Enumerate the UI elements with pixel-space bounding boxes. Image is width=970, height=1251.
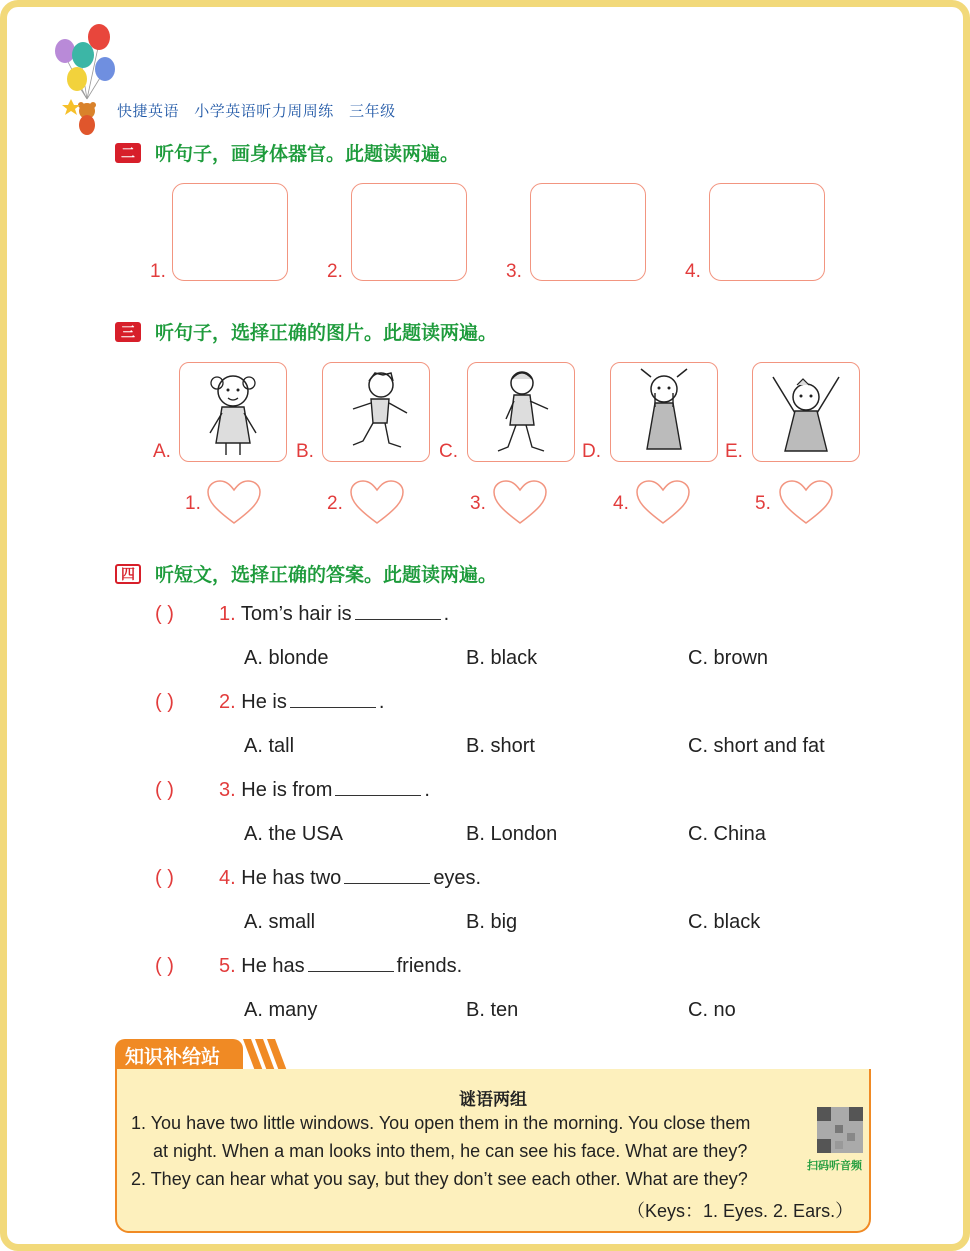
picture-label-a: A.	[153, 441, 171, 462]
question-text-end: friends.	[396, 955, 463, 977]
answer-heart-2[interactable]	[348, 479, 406, 527]
qr-caption: 扫码听音频	[807, 1159, 862, 1172]
girl-waving-arms-icon	[753, 363, 859, 461]
picture-e	[752, 362, 860, 462]
riddle-1-line-1: 1. You have two little windows. You open them in the morning. You close them	[131, 1113, 751, 1133]
girl-touching-face-icon	[611, 363, 717, 461]
answer-heart-1[interactable]	[205, 479, 263, 527]
answer-label: 1.	[185, 493, 201, 514]
question-row	[155, 955, 462, 978]
question-text-end: .	[443, 603, 450, 625]
picture-b	[322, 362, 430, 462]
draw-box-2[interactable]	[351, 183, 467, 281]
section-2-title: 听句子，画身体器官。此题读两遍。	[155, 143, 460, 165]
question-number: 1.	[219, 603, 236, 625]
option-a[interactable]: A. the USA	[244, 823, 343, 845]
answer-paren[interactable]: ( )	[155, 603, 174, 625]
question-number: 2.	[219, 691, 236, 713]
section-2-number: 二	[115, 143, 141, 163]
draw-box-1[interactable]	[172, 183, 288, 281]
picture-label-e: E.	[725, 441, 743, 462]
option-c[interactable]: C. black	[688, 911, 761, 933]
draw-item-label: 1.	[150, 261, 166, 282]
section-4-number: 四	[115, 564, 141, 584]
question-number: 5.	[219, 955, 236, 977]
question-row	[155, 603, 449, 626]
picture-label-d: D.	[582, 441, 601, 462]
answer-paren[interactable]: ( )	[155, 867, 174, 889]
section-3-number: 三	[115, 322, 141, 342]
question-number: 3.	[219, 779, 236, 801]
section-4-heading	[115, 560, 497, 587]
draw-box-4[interactable]	[709, 183, 825, 281]
answer-paren[interactable]: ( )	[155, 779, 174, 801]
option-a[interactable]: A. blonde	[244, 647, 329, 669]
option-b[interactable]: B. black	[466, 647, 538, 669]
knowledge-box	[115, 1069, 871, 1233]
section-2-heading	[115, 139, 459, 166]
option-b[interactable]: B. London	[466, 823, 558, 845]
answer-blank[interactable]	[290, 691, 376, 708]
option-a[interactable]: A. tall	[244, 735, 295, 757]
question-text-end: .	[378, 691, 385, 713]
picture-a	[179, 362, 287, 462]
draw-item-label: 4.	[685, 261, 701, 282]
draw-item-label: 2.	[327, 261, 343, 282]
section-3-title: 听句子，选择正确的图片。此题读两遍。	[155, 322, 498, 344]
question-text: He is	[241, 691, 287, 713]
section-4-title: 听短文，选择正确的答案。此题读两遍。	[155, 564, 498, 586]
girl-pointing-nose-icon	[180, 363, 286, 461]
question-text: He has	[241, 955, 305, 977]
answer-paren[interactable]: ( )	[155, 691, 174, 713]
answer-heart-3[interactable]	[491, 479, 549, 527]
option-c[interactable]: C. no	[688, 999, 736, 1021]
question-text-end: eyes.	[433, 867, 482, 889]
answer-label: 4.	[613, 493, 629, 514]
draw-box-3[interactable]	[530, 183, 646, 281]
tab-stripes-icon	[243, 1039, 287, 1071]
question-row	[155, 867, 481, 890]
answer-label: 5.	[755, 493, 771, 514]
question-text: Tom’s hair is	[240, 603, 352, 625]
draw-item-label: 3.	[506, 261, 522, 282]
option-b[interactable]: B. big	[466, 911, 518, 933]
riddle-keys: （Keys：1. Eyes. 2. Ears.）	[627, 1201, 854, 1221]
girl-walking-icon	[468, 363, 574, 461]
answer-paren[interactable]: ( )	[155, 955, 174, 977]
answer-label: 2.	[327, 493, 343, 514]
option-c[interactable]: C. brown	[688, 647, 769, 669]
picture-d	[610, 362, 718, 462]
answer-heart-5[interactable]	[777, 479, 835, 527]
option-b[interactable]: B. short	[466, 735, 535, 757]
picture-c	[467, 362, 575, 462]
section-3-heading	[115, 318, 497, 345]
riddles-title: 谜语两组	[459, 1090, 527, 1110]
grade-name: 三年级	[349, 102, 396, 120]
option-b[interactable]: B. ten	[466, 999, 519, 1021]
qr-code-icon[interactable]	[817, 1107, 863, 1153]
answer-blank[interactable]	[344, 867, 430, 884]
answer-label: 3.	[470, 493, 486, 514]
riddle-2: 2. They can hear what you say, but they don’t see each other. What are they?	[131, 1169, 748, 1189]
question-text: He is from	[241, 779, 333, 801]
question-row	[155, 779, 430, 802]
picture-label-b: B.	[296, 441, 314, 462]
answer-heart-4[interactable]	[634, 479, 692, 527]
knowledge-tab: 知识补给站	[115, 1039, 243, 1071]
picture-label-c: C.	[439, 441, 458, 462]
option-a[interactable]: A. small	[244, 911, 316, 933]
riddle-1-line-2: at night. When a man looks into them, he can see his face. What are they?	[153, 1141, 748, 1161]
page-header	[117, 100, 406, 121]
option-c[interactable]: C. short and fat	[688, 735, 825, 757]
balloons-teddy-icon	[47, 21, 127, 141]
question-row	[155, 691, 384, 714]
question-text: He has two	[241, 867, 342, 889]
boy-dancing-icon	[323, 363, 429, 461]
question-text-end: .	[424, 779, 430, 801]
option-a[interactable]: A. many	[244, 999, 318, 1021]
answer-blank[interactable]	[335, 779, 421, 796]
answer-blank[interactable]	[355, 603, 441, 620]
series-name: 快捷英语	[117, 102, 180, 120]
option-c[interactable]: C. China	[688, 823, 766, 845]
question-number: 4.	[219, 867, 236, 889]
book-name: 小学英语听力周周练	[194, 102, 334, 120]
answer-blank[interactable]	[308, 955, 394, 972]
